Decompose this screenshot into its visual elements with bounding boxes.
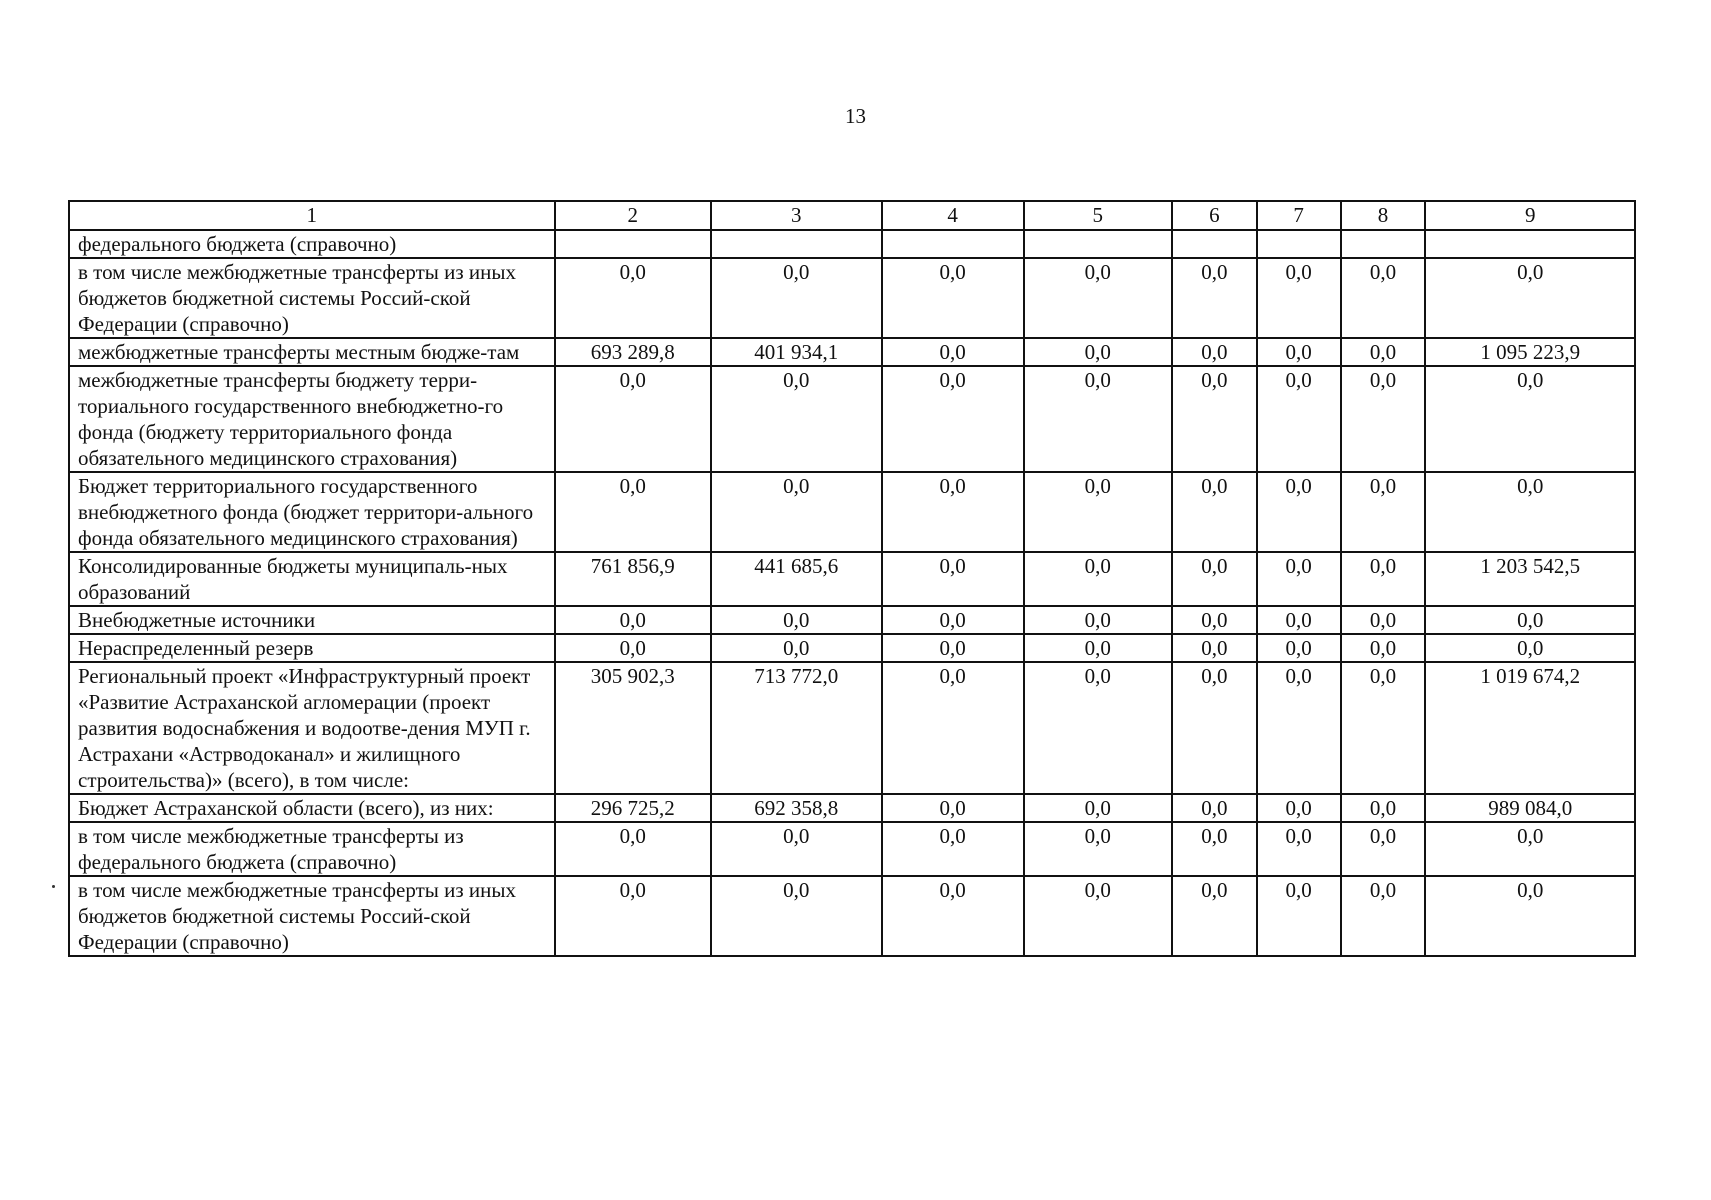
value-cell: 0,0 xyxy=(1425,366,1635,472)
value-cell: 0,0 xyxy=(555,472,711,552)
value-cell: 0,0 xyxy=(1257,258,1341,338)
value-cell: 0,0 xyxy=(711,472,882,552)
column-header: 4 xyxy=(882,201,1024,230)
value-cell: 0,0 xyxy=(882,822,1024,876)
value-cell: 0,0 xyxy=(1341,472,1426,552)
value-cell: 0,0 xyxy=(1172,876,1257,956)
value-cell: 0,0 xyxy=(1425,606,1635,634)
value-cell: 0,0 xyxy=(882,662,1024,794)
value-cell: 0,0 xyxy=(555,876,711,956)
value-cell: 0,0 xyxy=(1341,876,1426,956)
value-cell: 0,0 xyxy=(1172,606,1257,634)
value-cell: 0,0 xyxy=(1341,662,1426,794)
row-label: межбюджетные трансферты бюджету терри-ториального государственного внебюджетно-го фонда (бюджету территориального фонда обязательного медицинского страхования) xyxy=(69,366,555,472)
value-cell: 0,0 xyxy=(1341,606,1426,634)
value-cell: 0,0 xyxy=(555,634,711,662)
row-label: Бюджет территориального государственного внебюджетного фонда (бюджет территори-ального фонда обязательного медицинского страхования) xyxy=(69,472,555,552)
value-cell: 0,0 xyxy=(1257,794,1341,822)
table-row xyxy=(69,822,1635,876)
value-cell: 0,0 xyxy=(1425,634,1635,662)
value-cell: 0,0 xyxy=(1024,634,1172,662)
column-header: 9 xyxy=(1425,201,1635,230)
column-header: 6 xyxy=(1172,201,1257,230)
value-cell: 0,0 xyxy=(882,338,1024,366)
value-cell: 713 772,0 xyxy=(711,662,882,794)
value-cell xyxy=(882,230,1024,258)
value-cell: 0,0 xyxy=(1257,338,1341,366)
value-cell: 0,0 xyxy=(1257,876,1341,956)
value-cell: 0,0 xyxy=(1172,662,1257,794)
value-cell: 0,0 xyxy=(1425,822,1635,876)
table-row xyxy=(69,876,1635,956)
value-cell: 0,0 xyxy=(882,472,1024,552)
value-cell: 0,0 xyxy=(882,606,1024,634)
value-cell: 0,0 xyxy=(882,634,1024,662)
value-cell: 0,0 xyxy=(711,634,882,662)
value-cell: 0,0 xyxy=(1024,822,1172,876)
value-cell: 0,0 xyxy=(1172,552,1257,606)
value-cell: 0,0 xyxy=(1172,822,1257,876)
column-header: 8 xyxy=(1341,201,1426,230)
value-cell: 0,0 xyxy=(1341,794,1426,822)
row-label: федерального бюджета (справочно) xyxy=(69,230,555,258)
table-row xyxy=(69,366,1635,472)
value-cell: 401 934,1 xyxy=(711,338,882,366)
value-cell: 0,0 xyxy=(711,258,882,338)
row-label: в том числе межбюджетные трансферты из федерального бюджета (справочно) xyxy=(69,822,555,876)
table-header xyxy=(69,201,1635,230)
table-row xyxy=(69,606,1635,634)
value-cell: 0,0 xyxy=(1341,822,1426,876)
column-header: 1 xyxy=(69,201,555,230)
value-cell: 0,0 xyxy=(1257,366,1341,472)
column-header: 5 xyxy=(1024,201,1172,230)
value-cell: 1 095 223,9 xyxy=(1425,338,1635,366)
value-cell: 0,0 xyxy=(1341,634,1426,662)
value-cell: 0,0 xyxy=(1257,662,1341,794)
value-cell xyxy=(711,230,882,258)
value-cell: 0,0 xyxy=(1024,338,1172,366)
value-cell xyxy=(1341,230,1426,258)
value-cell: 0,0 xyxy=(1172,472,1257,552)
value-cell: 0,0 xyxy=(1172,794,1257,822)
header-row xyxy=(69,201,1635,230)
table-row xyxy=(69,258,1635,338)
value-cell: 0,0 xyxy=(1341,338,1426,366)
budget-table xyxy=(68,200,1636,957)
column-header: 2 xyxy=(555,201,711,230)
value-cell: 0,0 xyxy=(1257,552,1341,606)
value-cell: 0,0 xyxy=(882,366,1024,472)
value-cell: 441 685,6 xyxy=(711,552,882,606)
value-cell: 1 019 674,2 xyxy=(1425,662,1635,794)
value-cell xyxy=(555,230,711,258)
value-cell: 296 725,2 xyxy=(555,794,711,822)
value-cell: 0,0 xyxy=(711,366,882,472)
value-cell: 0,0 xyxy=(711,876,882,956)
row-label: в том числе межбюджетные трансферты из иных бюджетов бюджетной системы Россий-ской Федерации (справочно) xyxy=(69,258,555,338)
row-label: Внебюджетные источники xyxy=(69,606,555,634)
row-label: Бюджет Астраханской области (всего), из них: xyxy=(69,794,555,822)
value-cell: 0,0 xyxy=(1024,606,1172,634)
table-row xyxy=(69,472,1635,552)
value-cell: 0,0 xyxy=(1425,876,1635,956)
value-cell xyxy=(1257,230,1341,258)
row-label: Региональный проект «Инфраструктурный проект «Развитие Астраханской агломерации (проект развития водоснабжения и водоотве-дения МУП г. Астрахани «Астрводоканал» и жилищного строительства)» (всего), в том числе: xyxy=(69,662,555,794)
value-cell: 0,0 xyxy=(1024,794,1172,822)
value-cell: 0,0 xyxy=(1172,634,1257,662)
value-cell: 0,0 xyxy=(1024,662,1172,794)
row-label: в том числе межбюджетные трансферты из иных бюджетов бюджетной системы Россий-ской Федерации (справочно) xyxy=(69,876,555,956)
value-cell: 0,0 xyxy=(1024,366,1172,472)
table-row xyxy=(69,794,1635,822)
value-cell: 0,0 xyxy=(1172,366,1257,472)
page-number: 13 xyxy=(845,104,866,128)
table-row xyxy=(69,338,1635,366)
value-cell: 692 358,8 xyxy=(711,794,882,822)
table-row xyxy=(69,552,1635,606)
value-cell: 0,0 xyxy=(1341,366,1426,472)
row-label: Консолидированные бюджеты муниципаль-ных образований xyxy=(69,552,555,606)
value-cell: 0,0 xyxy=(555,366,711,472)
value-cell: 0,0 xyxy=(711,606,882,634)
value-cell: 0,0 xyxy=(1341,552,1426,606)
value-cell: 0,0 xyxy=(711,822,882,876)
value-cell: 0,0 xyxy=(1172,258,1257,338)
column-header: 7 xyxy=(1257,201,1341,230)
value-cell: 0,0 xyxy=(1425,472,1635,552)
value-cell: 0,0 xyxy=(882,876,1024,956)
value-cell: 305 902,3 xyxy=(555,662,711,794)
value-cell: 0,0 xyxy=(1257,822,1341,876)
value-cell: 0,0 xyxy=(1341,258,1426,338)
table-row xyxy=(69,662,1635,794)
value-cell: 0,0 xyxy=(882,552,1024,606)
value-cell xyxy=(1425,230,1635,258)
value-cell: 0,0 xyxy=(1024,552,1172,606)
value-cell: 989 084,0 xyxy=(1425,794,1635,822)
table-row xyxy=(69,230,1635,258)
value-cell: 0,0 xyxy=(1425,258,1635,338)
value-cell: 693 289,8 xyxy=(555,338,711,366)
value-cell xyxy=(1172,230,1257,258)
table-row xyxy=(69,634,1635,662)
value-cell: 0,0 xyxy=(1024,876,1172,956)
value-cell: 0,0 xyxy=(1257,472,1341,552)
value-cell: 0,0 xyxy=(1024,472,1172,552)
value-cell: 0,0 xyxy=(555,822,711,876)
value-cell xyxy=(1024,230,1172,258)
row-label: межбюджетные трансферты местным бюдже-там xyxy=(69,338,555,366)
value-cell: 0,0 xyxy=(555,606,711,634)
value-cell: 0,0 xyxy=(1257,606,1341,634)
value-cell: 0,0 xyxy=(882,258,1024,338)
row-label: Нераспределенный резерв xyxy=(69,634,555,662)
value-cell: 0,0 xyxy=(882,794,1024,822)
value-cell: 761 856,9 xyxy=(555,552,711,606)
value-cell: 0,0 xyxy=(1024,258,1172,338)
table-body xyxy=(69,230,1635,956)
value-cell: 0,0 xyxy=(1172,338,1257,366)
scan-speck xyxy=(52,885,55,888)
value-cell: 1 203 542,5 xyxy=(1425,552,1635,606)
column-header: 3 xyxy=(711,201,882,230)
value-cell: 0,0 xyxy=(1257,634,1341,662)
value-cell: 0,0 xyxy=(555,258,711,338)
